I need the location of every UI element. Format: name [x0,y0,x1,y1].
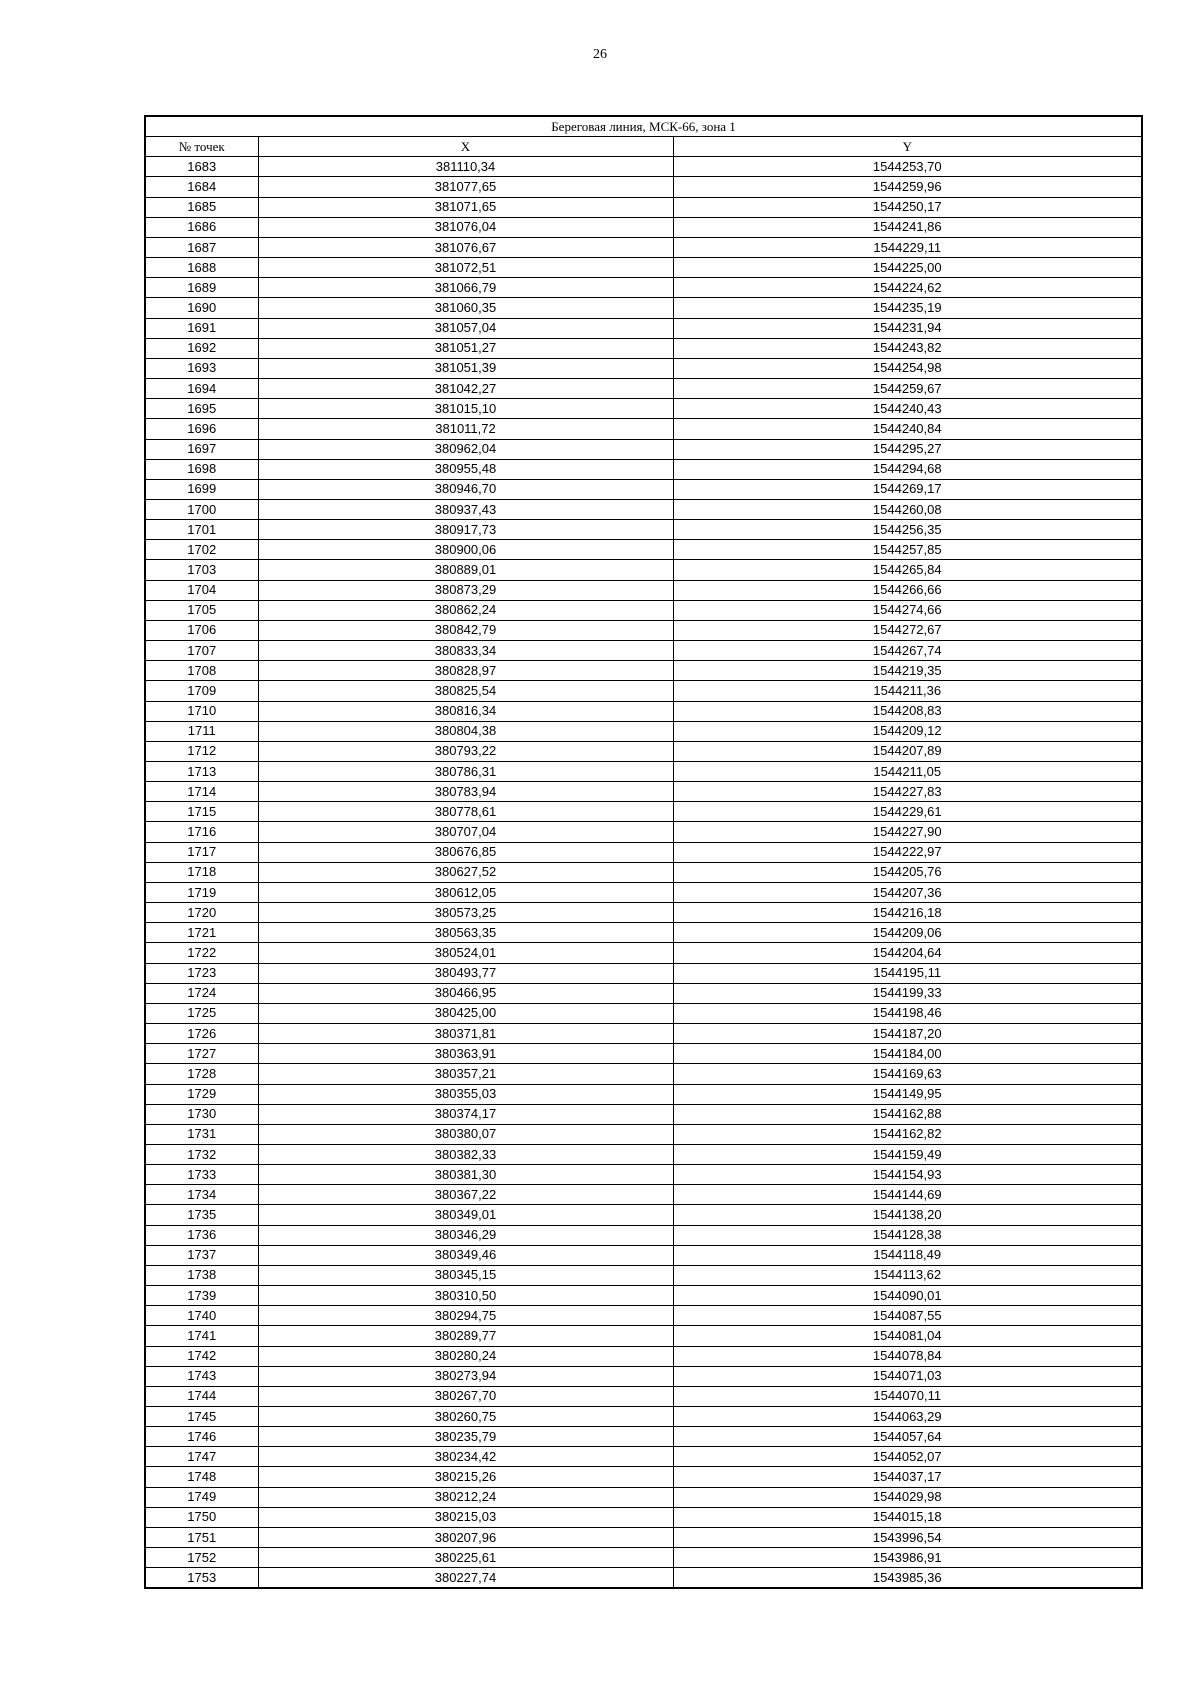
table-row [145,762,1142,782]
column-header-x: X [258,137,673,157]
y-coordinate-cell: 1544128,38 [673,1225,1142,1245]
y-coordinate-cell: 1544205,76 [673,862,1142,882]
x-coordinate-cell: 380900,06 [258,540,673,560]
y-coordinate-cell: 1544266,66 [673,580,1142,600]
table-row [145,1286,1142,1306]
point-number-cell: 1730 [145,1104,258,1124]
point-number-cell: 1694 [145,379,258,399]
x-coordinate-cell: 380842,79 [258,620,673,640]
table-row [145,479,1142,499]
point-number-cell: 1744 [145,1386,258,1406]
table-row [145,1225,1142,1245]
x-coordinate-cell: 380310,50 [258,1286,673,1306]
table-row [145,721,1142,741]
table-row [145,882,1142,902]
x-coordinate-cell: 381060,35 [258,298,673,318]
table-row [145,822,1142,842]
table-row [145,540,1142,560]
x-coordinate-cell: 380225,61 [258,1548,673,1568]
point-number-cell: 1685 [145,197,258,217]
table-row [145,1084,1142,1104]
table-row [145,399,1142,419]
table-row [145,1467,1142,1487]
point-number-cell: 1691 [145,318,258,338]
point-number-cell: 1719 [145,882,258,902]
table-row [145,298,1142,318]
table-row [145,641,1142,661]
point-number-cell: 1740 [145,1306,258,1326]
table-row [145,1003,1142,1023]
x-coordinate-cell: 380294,75 [258,1306,673,1326]
column-header-y: Y [673,137,1142,157]
x-coordinate-cell: 380349,01 [258,1205,673,1225]
y-coordinate-cell: 1544144,69 [673,1185,1142,1205]
table-row [145,278,1142,298]
point-number-cell: 1704 [145,580,258,600]
point-number-cell: 1709 [145,681,258,701]
table-row [145,1568,1142,1589]
x-coordinate-cell: 380627,52 [258,862,673,882]
point-number-cell: 1738 [145,1265,258,1285]
x-coordinate-cell: 380280,24 [258,1346,673,1366]
table-row [145,1447,1142,1467]
x-coordinate-cell: 380367,22 [258,1185,673,1205]
table-row [145,741,1142,761]
y-coordinate-cell: 1544029,98 [673,1487,1142,1507]
x-coordinate-cell: 380793,22 [258,741,673,761]
point-number-cell: 1723 [145,963,258,983]
point-number-cell: 1692 [145,338,258,358]
x-coordinate-cell: 380382,33 [258,1144,673,1164]
x-coordinate-cell: 380962,04 [258,439,673,459]
x-coordinate-cell: 380783,94 [258,782,673,802]
y-coordinate-cell: 1544087,55 [673,1306,1142,1326]
point-number-cell: 1689 [145,278,258,298]
y-coordinate-cell: 1544257,85 [673,540,1142,560]
table-row [145,1366,1142,1386]
y-coordinate-cell: 1544274,66 [673,600,1142,620]
point-number-cell: 1695 [145,399,258,419]
y-coordinate-cell: 1543985,36 [673,1568,1142,1589]
point-number-cell: 1718 [145,862,258,882]
x-coordinate-cell: 380425,00 [258,1003,673,1023]
table-row [145,1346,1142,1366]
table-row [145,923,1142,943]
x-coordinate-cell: 380786,31 [258,762,673,782]
x-coordinate-cell: 380381,30 [258,1165,673,1185]
y-coordinate-cell: 1544254,98 [673,358,1142,378]
y-coordinate-cell: 1544229,11 [673,237,1142,257]
point-number-cell: 1742 [145,1346,258,1366]
point-number-cell: 1721 [145,923,258,943]
y-coordinate-cell: 1544272,67 [673,620,1142,640]
table-row [145,459,1142,479]
table-row [145,1507,1142,1527]
x-coordinate-cell: 380707,04 [258,822,673,842]
x-coordinate-cell: 380873,29 [258,580,673,600]
point-number-cell: 1732 [145,1144,258,1164]
x-coordinate-cell: 381057,04 [258,318,673,338]
table-row [145,258,1142,278]
x-coordinate-cell: 380234,42 [258,1447,673,1467]
y-coordinate-cell: 1544199,33 [673,983,1142,1003]
x-coordinate-cell: 380357,21 [258,1064,673,1084]
point-number-cell: 1751 [145,1527,258,1547]
table-row [145,903,1142,923]
y-coordinate-cell: 1543996,54 [673,1527,1142,1547]
table-row [145,560,1142,580]
point-number-cell: 1743 [145,1366,258,1386]
x-coordinate-cell: 380804,38 [258,721,673,741]
y-coordinate-cell: 1544052,07 [673,1447,1142,1467]
point-number-cell: 1686 [145,217,258,237]
table-row [145,1124,1142,1144]
table-row [145,379,1142,399]
point-number-cell: 1750 [145,1507,258,1527]
y-coordinate-cell: 1544015,18 [673,1507,1142,1527]
point-number-cell: 1736 [145,1225,258,1245]
point-number-cell: 1739 [145,1286,258,1306]
y-coordinate-cell: 1544294,68 [673,459,1142,479]
y-coordinate-cell: 1544208,83 [673,701,1142,721]
y-coordinate-cell: 1544229,61 [673,802,1142,822]
point-number-cell: 1726 [145,1024,258,1044]
table-row [145,1064,1142,1084]
x-coordinate-cell: 381066,79 [258,278,673,298]
y-coordinate-cell: 1544259,96 [673,177,1142,197]
point-number-cell: 1706 [145,620,258,640]
x-coordinate-cell: 380573,25 [258,903,673,923]
point-number-cell: 1697 [145,439,258,459]
table-row [145,1487,1142,1507]
y-coordinate-cell: 1544253,70 [673,157,1142,177]
x-coordinate-cell: 380363,91 [258,1044,673,1064]
point-number-cell: 1700 [145,499,258,519]
y-coordinate-cell: 1544118,49 [673,1245,1142,1265]
table-row [145,520,1142,540]
table-row [145,1427,1142,1447]
x-coordinate-cell: 380828,97 [258,661,673,681]
y-coordinate-cell: 1544057,64 [673,1427,1142,1447]
point-number-cell: 1729 [145,1084,258,1104]
x-coordinate-cell: 380493,77 [258,963,673,983]
point-number-cell: 1690 [145,298,258,318]
y-coordinate-cell: 1544227,90 [673,822,1142,842]
y-coordinate-cell: 1543986,91 [673,1548,1142,1568]
y-coordinate-cell: 1544259,67 [673,379,1142,399]
x-coordinate-cell: 381072,51 [258,258,673,278]
x-coordinate-cell: 380289,77 [258,1326,673,1346]
table-row [145,1548,1142,1568]
y-coordinate-cell: 1544078,84 [673,1346,1142,1366]
table-row [145,1165,1142,1185]
x-coordinate-cell: 381076,04 [258,217,673,237]
table-row [145,842,1142,862]
point-number-cell: 1745 [145,1407,258,1427]
y-coordinate-cell: 1544138,20 [673,1205,1142,1225]
table-row [145,1144,1142,1164]
table-row [145,217,1142,237]
point-number-cell: 1725 [145,1003,258,1023]
table-row [145,318,1142,338]
table-title: Береговая линия, МСК-66, зона 1 [145,116,1142,137]
table-row [145,802,1142,822]
y-coordinate-cell: 1544162,88 [673,1104,1142,1124]
x-coordinate-cell: 381076,67 [258,237,673,257]
x-coordinate-cell: 380235,79 [258,1427,673,1447]
point-number-cell: 1683 [145,157,258,177]
point-number-cell: 1753 [145,1568,258,1589]
point-number-cell: 1701 [145,520,258,540]
x-coordinate-cell: 380260,75 [258,1407,673,1427]
y-coordinate-cell: 1544227,83 [673,782,1142,802]
y-coordinate-cell: 1544240,84 [673,419,1142,439]
y-coordinate-cell: 1544235,19 [673,298,1142,318]
x-coordinate-cell: 381015,10 [258,399,673,419]
y-coordinate-cell: 1544204,64 [673,943,1142,963]
page-number: 26 [593,47,607,62]
x-coordinate-cell: 380612,05 [258,882,673,902]
table-row [145,1185,1142,1205]
point-number-cell: 1748 [145,1467,258,1487]
x-coordinate-cell: 381077,65 [258,177,673,197]
y-coordinate-cell: 1544154,93 [673,1165,1142,1185]
y-coordinate-cell: 1544169,63 [673,1064,1142,1084]
y-coordinate-cell: 1544070,11 [673,1386,1142,1406]
x-coordinate-cell: 381011,72 [258,419,673,439]
y-coordinate-cell: 1544243,82 [673,338,1142,358]
y-coordinate-cell: 1544269,17 [673,479,1142,499]
y-coordinate-cell: 1544260,08 [673,499,1142,519]
table-row [145,782,1142,802]
point-number-cell: 1698 [145,459,258,479]
column-header-point-number: № точек [145,137,258,157]
x-coordinate-cell: 380676,85 [258,842,673,862]
table-row [145,1245,1142,1265]
y-coordinate-cell: 1544250,17 [673,197,1142,217]
point-number-cell: 1693 [145,358,258,378]
point-number-cell: 1749 [145,1487,258,1507]
y-coordinate-cell: 1544071,03 [673,1366,1142,1386]
y-coordinate-cell: 1544081,04 [673,1326,1142,1346]
table-row [145,197,1142,217]
table-row [145,580,1142,600]
x-coordinate-cell: 380955,48 [258,459,673,479]
table-row [145,1044,1142,1064]
y-coordinate-cell: 1544241,86 [673,217,1142,237]
table-row [145,237,1142,257]
y-coordinate-cell: 1544231,94 [673,318,1142,338]
y-coordinate-cell: 1544187,20 [673,1024,1142,1044]
point-number-cell: 1699 [145,479,258,499]
x-coordinate-cell: 380371,81 [258,1024,673,1044]
point-number-cell: 1720 [145,903,258,923]
x-coordinate-cell: 380273,94 [258,1366,673,1386]
table-row [145,177,1142,197]
y-coordinate-cell: 1544198,46 [673,1003,1142,1023]
point-number-cell: 1684 [145,177,258,197]
x-coordinate-cell: 380215,26 [258,1467,673,1487]
y-coordinate-cell: 1544211,36 [673,681,1142,701]
y-coordinate-cell: 1544265,84 [673,560,1142,580]
point-number-cell: 1728 [145,1064,258,1084]
y-coordinate-cell: 1544207,89 [673,741,1142,761]
x-coordinate-cell: 381071,65 [258,197,673,217]
x-coordinate-cell: 380215,03 [258,1507,673,1527]
point-number-cell: 1708 [145,661,258,681]
table-row [145,963,1142,983]
x-coordinate-cell: 380917,73 [258,520,673,540]
table-row [145,1407,1142,1427]
point-number-cell: 1702 [145,540,258,560]
point-number-cell: 1724 [145,983,258,1003]
y-coordinate-cell: 1544207,36 [673,882,1142,902]
x-coordinate-cell: 380374,17 [258,1104,673,1124]
point-number-cell: 1696 [145,419,258,439]
table-header-row [145,137,1142,157]
point-number-cell: 1722 [145,943,258,963]
x-coordinate-cell: 380346,29 [258,1225,673,1245]
table-row [145,620,1142,640]
point-number-cell: 1733 [145,1165,258,1185]
point-number-cell: 1747 [145,1447,258,1467]
y-coordinate-cell: 1544267,74 [673,641,1142,661]
y-coordinate-cell: 1544184,00 [673,1044,1142,1064]
point-number-cell: 1734 [145,1185,258,1205]
point-number-cell: 1714 [145,782,258,802]
table-row [145,1104,1142,1124]
x-coordinate-cell: 380778,61 [258,802,673,822]
table-row [145,661,1142,681]
x-coordinate-cell: 380212,24 [258,1487,673,1507]
table-row [145,157,1142,177]
x-coordinate-cell: 380825,54 [258,681,673,701]
y-coordinate-cell: 1544224,62 [673,278,1142,298]
x-coordinate-cell: 380889,01 [258,560,673,580]
table-row [145,1265,1142,1285]
y-coordinate-cell: 1544162,82 [673,1124,1142,1144]
table-row [145,1205,1142,1225]
x-coordinate-cell: 380937,43 [258,499,673,519]
x-coordinate-cell: 380207,96 [258,1527,673,1547]
y-coordinate-cell: 1544209,06 [673,923,1142,943]
point-number-cell: 1716 [145,822,258,842]
table-row [145,701,1142,721]
point-number-cell: 1731 [145,1124,258,1144]
y-coordinate-cell: 1544225,00 [673,258,1142,278]
y-coordinate-cell: 1544063,29 [673,1407,1142,1427]
y-coordinate-cell: 1544149,95 [673,1084,1142,1104]
point-number-cell: 1712 [145,741,258,761]
y-coordinate-cell: 1544037,17 [673,1467,1142,1487]
point-number-cell: 1737 [145,1245,258,1265]
y-coordinate-cell: 1544222,97 [673,842,1142,862]
x-coordinate-cell: 380380,07 [258,1124,673,1144]
x-coordinate-cell: 381051,27 [258,338,673,358]
x-coordinate-cell: 380355,03 [258,1084,673,1104]
table-row [145,1024,1142,1044]
y-coordinate-cell: 1544113,62 [673,1265,1142,1285]
table-row [145,499,1142,519]
x-coordinate-cell: 380946,70 [258,479,673,499]
y-coordinate-cell: 1544090,01 [673,1286,1142,1306]
table-row [145,1326,1142,1346]
point-number-cell: 1707 [145,641,258,661]
x-coordinate-cell: 380345,15 [258,1265,673,1285]
table-row [145,358,1142,378]
point-number-cell: 1727 [145,1044,258,1064]
x-coordinate-cell: 380267,70 [258,1386,673,1406]
x-coordinate-cell: 380816,34 [258,701,673,721]
point-number-cell: 1735 [145,1205,258,1225]
point-number-cell: 1746 [145,1427,258,1447]
point-number-cell: 1703 [145,560,258,580]
point-number-cell: 1715 [145,802,258,822]
x-coordinate-cell: 380466,95 [258,983,673,1003]
y-coordinate-cell: 1544211,05 [673,762,1142,782]
y-coordinate-cell: 1544219,35 [673,661,1142,681]
table-row [145,1527,1142,1547]
x-coordinate-cell: 380862,24 [258,600,673,620]
point-number-cell: 1710 [145,701,258,721]
y-coordinate-cell: 1544209,12 [673,721,1142,741]
x-coordinate-cell: 380563,35 [258,923,673,943]
y-coordinate-cell: 1544195,11 [673,963,1142,983]
table-row [145,419,1142,439]
x-coordinate-cell: 380833,34 [258,641,673,661]
table-title-row [145,116,1142,137]
table-row [145,681,1142,701]
y-coordinate-cell: 1544256,35 [673,520,1142,540]
y-coordinate-cell: 1544159,49 [673,1144,1142,1164]
point-number-cell: 1717 [145,842,258,862]
point-number-cell: 1711 [145,721,258,741]
point-number-cell: 1741 [145,1326,258,1346]
point-number-cell: 1752 [145,1548,258,1568]
x-coordinate-cell: 380524,01 [258,943,673,963]
table-row [145,983,1142,1003]
x-coordinate-cell: 381110,34 [258,157,673,177]
x-coordinate-cell: 380227,74 [258,1568,673,1589]
table-row [145,1306,1142,1326]
y-coordinate-cell: 1544295,27 [673,439,1142,459]
table-row [145,1386,1142,1406]
y-coordinate-cell: 1544216,18 [673,903,1142,923]
x-coordinate-cell: 381051,39 [258,358,673,378]
table-row [145,439,1142,459]
table-row [145,943,1142,963]
point-number-cell: 1687 [145,237,258,257]
point-number-cell: 1713 [145,762,258,782]
table-row [145,600,1142,620]
table-row [145,862,1142,882]
table-row [145,338,1142,358]
x-coordinate-cell: 381042,27 [258,379,673,399]
table-body [145,157,1142,1589]
y-coordinate-cell: 1544240,43 [673,399,1142,419]
x-coordinate-cell: 380349,46 [258,1245,673,1265]
point-number-cell: 1688 [145,258,258,278]
point-number-cell: 1705 [145,600,258,620]
coordinates-table [144,115,1143,1589]
